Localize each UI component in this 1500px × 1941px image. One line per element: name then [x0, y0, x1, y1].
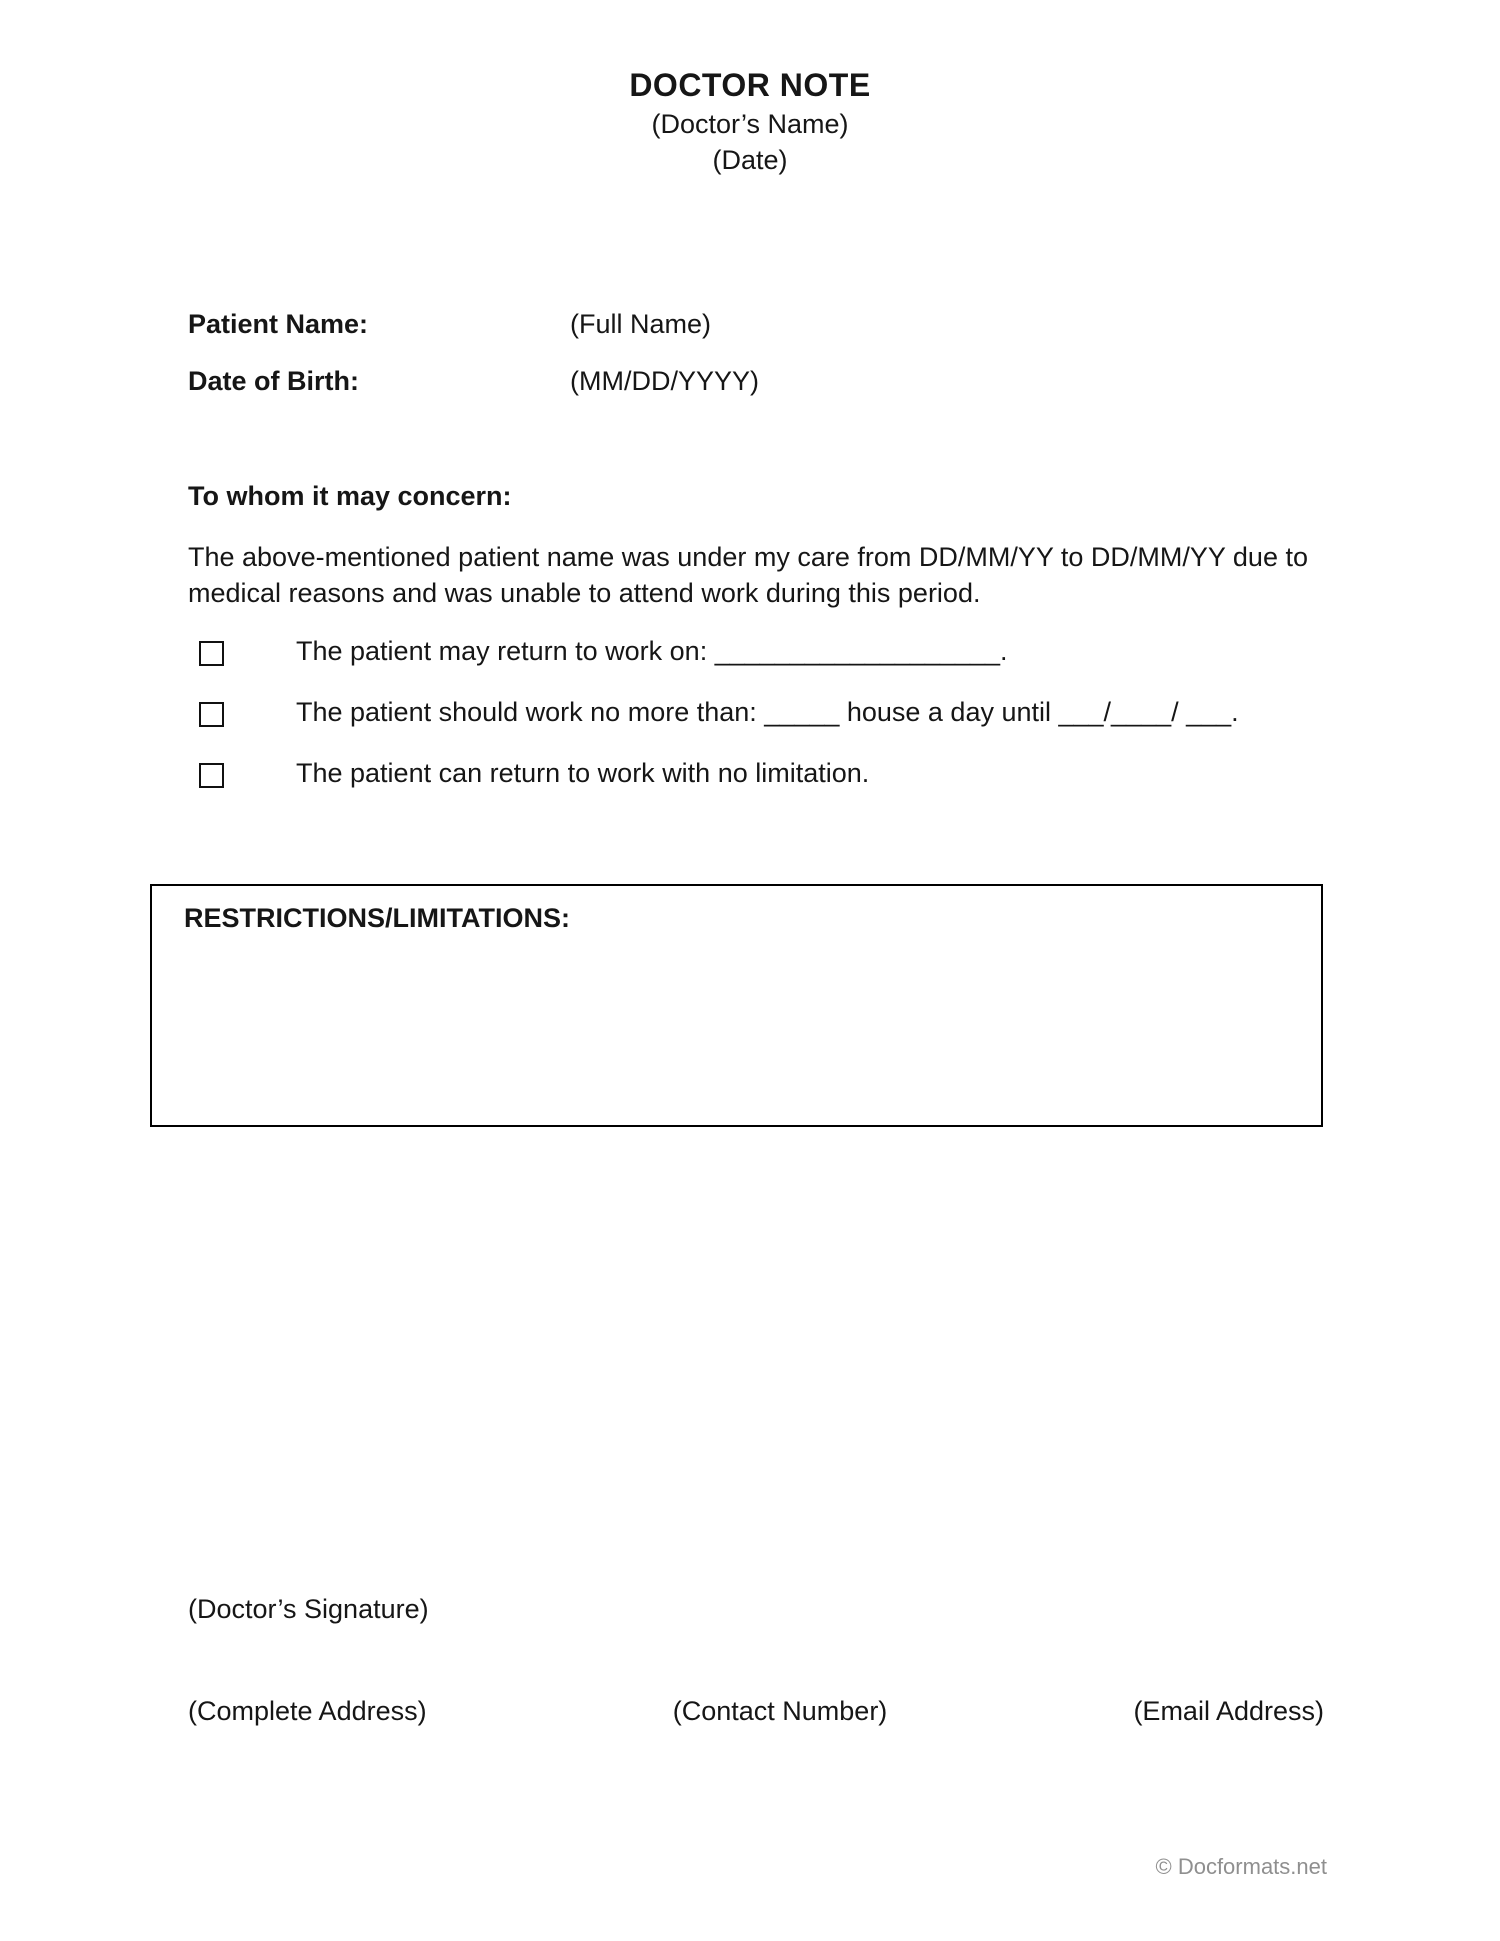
doctor-name-placeholder: (Doctor’s Name): [651, 109, 849, 139]
date-of-birth-value: (MM/DD/YYYY): [570, 366, 759, 396]
option-no-limitation-label: The patient can return to work with no limitation.: [296, 758, 870, 788]
care-period-paragraph: The above-mentioned patient name was under my care from DD/MM/YY to DD/MM/YY due to medical reasons and was unable to attend work during this period.: [188, 542, 1308, 608]
contact-footer-row: [188, 1693, 1324, 1729]
complete-address-placeholder: (Complete Address): [188, 1696, 427, 1726]
checkbox-no-limitation-icon[interactable]: [199, 763, 224, 788]
option-no-limitation: [199, 755, 869, 791]
restrictions-box[interactable]: [150, 884, 1323, 1127]
patient-name-label: Patient Name:: [188, 309, 369, 339]
option-return-date: [199, 633, 1008, 669]
salutation: To whom it may concern:: [188, 481, 512, 511]
option-limited-hours: [199, 694, 1239, 730]
patient-name-row: [188, 306, 1088, 342]
patient-name-value: (Full Name): [570, 309, 712, 339]
email-address-placeholder: (Email Address): [1133, 1696, 1324, 1726]
option-return-date-label: The patient may return to work on: ___________________.: [296, 636, 1008, 666]
option-limited-hours-label: The patient should work no more than: _____ house a day until ___/____/ ___.: [296, 697, 1239, 727]
checkbox-return-date-icon[interactable]: [199, 641, 224, 666]
contact-number-placeholder: (Contact Number): [672, 1696, 888, 1726]
page-title: DOCTOR NOTE: [629, 67, 871, 103]
restrictions-label: RESTRICTIONS/LIMITATIONS:: [184, 903, 570, 933]
date-of-birth-row: [188, 363, 1088, 399]
doctor-signature-placeholder: (Doctor’s Signature): [188, 1594, 429, 1624]
checkbox-limited-hours-icon[interactable]: [199, 702, 224, 727]
document-header: [0, 64, 1500, 178]
copyright-text: © Docformats.net: [1155, 1854, 1327, 1879]
date-of-birth-label: Date of Birth:: [188, 366, 359, 396]
date-placeholder: (Date): [712, 145, 788, 175]
